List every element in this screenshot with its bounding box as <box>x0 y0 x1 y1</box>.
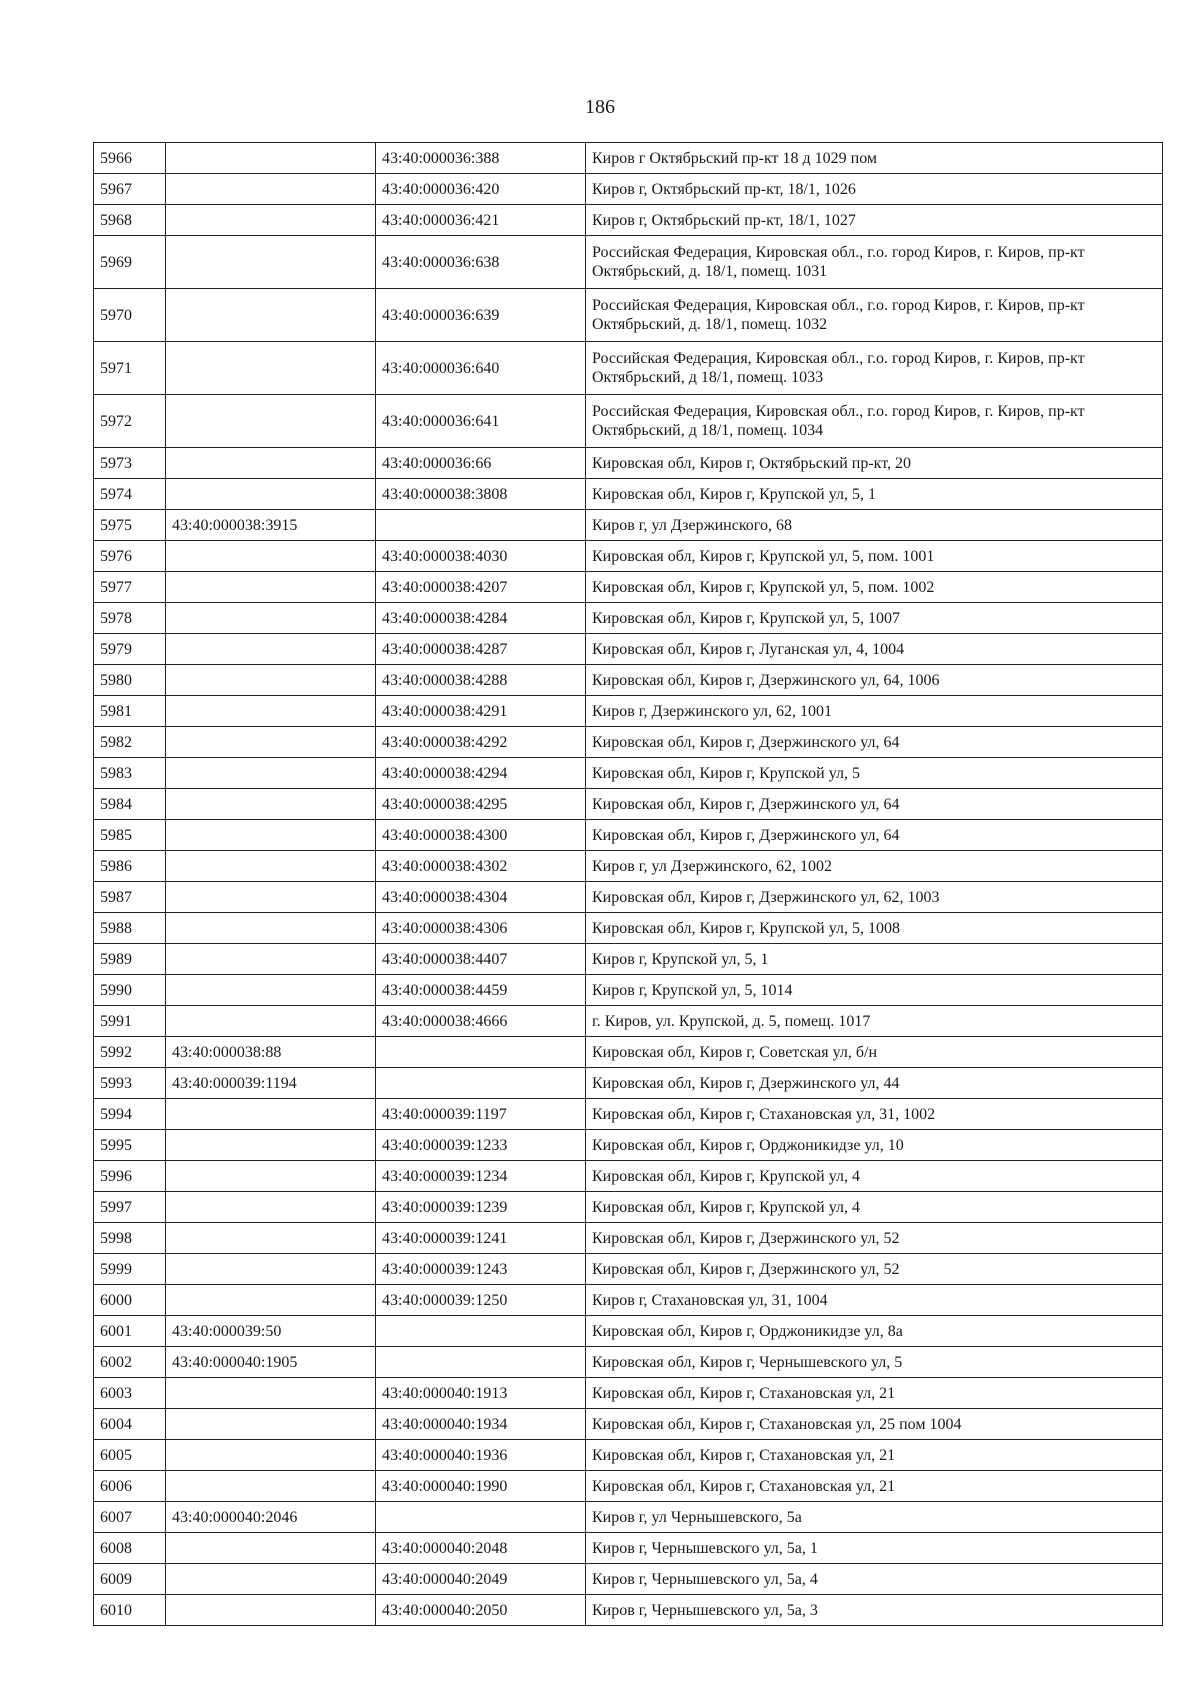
parcel-cadastral-number <box>166 882 376 913</box>
table-row <box>94 395 1163 448</box>
parcel-cadastral-number <box>166 1285 376 1316</box>
parcel-cadastral-number <box>166 541 376 572</box>
address-cell: Кировская обл, Киров г, Орджоникидзе ул, 10 <box>586 1130 1163 1161</box>
object-cadastral-number <box>376 510 586 541</box>
table-row <box>94 1099 1163 1130</box>
object-cadastral-number: 43:40:000040:1990 <box>376 1471 586 1502</box>
table-row <box>94 1440 1163 1471</box>
object-cadastral-number: 43:40:000038:4030 <box>376 541 586 572</box>
parcel-cadastral-number <box>166 944 376 975</box>
row-number: 5981 <box>94 696 166 727</box>
object-cadastral-number: 43:40:000036:421 <box>376 205 586 236</box>
address-cell: Кировская обл, Киров г, Крупской ул, 5, 1008 <box>586 913 1163 944</box>
address-cell: Киров г, ул Дзержинского, 62, 1002 <box>586 851 1163 882</box>
row-number: 5998 <box>94 1223 166 1254</box>
row-number: 6008 <box>94 1533 166 1564</box>
object-cadastral-number: 43:40:000040:2049 <box>376 1564 586 1595</box>
table-row <box>94 1471 1163 1502</box>
table-row <box>94 1533 1163 1564</box>
parcel-cadastral-number <box>166 696 376 727</box>
row-number: 5968 <box>94 205 166 236</box>
parcel-cadastral-number <box>166 913 376 944</box>
object-cadastral-number: 43:40:000038:4288 <box>376 665 586 696</box>
row-number: 6010 <box>94 1595 166 1626</box>
object-cadastral-number: 43:40:000039:1197 <box>376 1099 586 1130</box>
object-cadastral-number: 43:40:000039:1239 <box>376 1192 586 1223</box>
object-cadastral-number: 43:40:000038:4306 <box>376 913 586 944</box>
row-number: 5999 <box>94 1254 166 1285</box>
table-row <box>94 1564 1163 1595</box>
address-cell: Российская Федерация, Кировская обл., г.о. город Киров, г. Киров, пр-кт Октябрьский, д 18/1, помещ. 1033 <box>586 342 1163 395</box>
parcel-cadastral-number <box>166 174 376 205</box>
row-number: 5980 <box>94 665 166 696</box>
parcel-cadastral-number: 43:40:000040:2046 <box>166 1502 376 1533</box>
row-number: 5990 <box>94 975 166 1006</box>
address-cell: Российская Федерация, Кировская обл., г.о. город Киров, г. Киров, пр-кт Октябрьский, д. 18/1, помещ. 1032 <box>586 289 1163 342</box>
address-cell: Кировская обл, Киров г, Дзержинского ул, 62, 1003 <box>586 882 1163 913</box>
table-row <box>94 944 1163 975</box>
object-cadastral-number: 43:40:000040:1913 <box>376 1378 586 1409</box>
table-row <box>94 851 1163 882</box>
table-row <box>94 975 1163 1006</box>
table-row <box>94 1285 1163 1316</box>
parcel-cadastral-number <box>166 1533 376 1564</box>
parcel-cadastral-number <box>166 342 376 395</box>
address-cell: Кировская обл, Киров г, Крупской ул, 4 <box>586 1192 1163 1223</box>
row-number: 5992 <box>94 1037 166 1068</box>
parcel-cadastral-number <box>166 1471 376 1502</box>
address-cell: Киров г, Чернышевского ул, 5а, 1 <box>586 1533 1163 1564</box>
parcel-cadastral-number <box>166 205 376 236</box>
table-row <box>94 1409 1163 1440</box>
address-cell: Кировская обл, Киров г, Дзержинского ул, 64 <box>586 789 1163 820</box>
parcel-cadastral-number <box>166 1595 376 1626</box>
parcel-cadastral-number <box>166 1161 376 1192</box>
object-cadastral-number: 43:40:000036:66 <box>376 448 586 479</box>
parcel-cadastral-number <box>166 479 376 510</box>
object-cadastral-number: 43:40:000038:4291 <box>376 696 586 727</box>
parcel-cadastral-number <box>166 603 376 634</box>
object-cadastral-number: 43:40:000039:1250 <box>376 1285 586 1316</box>
parcel-cadastral-number <box>166 820 376 851</box>
row-number: 5967 <box>94 174 166 205</box>
address-cell: Кировская обл, Киров г, Дзержинского ул, 64, 1006 <box>586 665 1163 696</box>
address-cell: Кировская обл, Киров г, Октябрьский пр-кт, 20 <box>586 448 1163 479</box>
row-number: 5971 <box>94 342 166 395</box>
table-row <box>94 342 1163 395</box>
object-cadastral-number: 43:40:000040:2048 <box>376 1533 586 1564</box>
row-number: 5986 <box>94 851 166 882</box>
object-cadastral-number: 43:40:000036:388 <box>376 143 586 174</box>
address-cell: Кировская обл, Киров г, Крупской ул, 4 <box>586 1161 1163 1192</box>
table-row <box>94 205 1163 236</box>
table-row <box>94 289 1163 342</box>
parcel-cadastral-number <box>166 448 376 479</box>
row-number: 5997 <box>94 1192 166 1223</box>
address-cell: Кировская обл, Киров г, Дзержинского ул, 44 <box>586 1068 1163 1099</box>
table-row <box>94 1161 1163 1192</box>
address-cell: Кировская обл, Киров г, Луганская ул, 4, 1004 <box>586 634 1163 665</box>
table-row <box>94 634 1163 665</box>
parcel-cadastral-number <box>166 1440 376 1471</box>
row-number: 5994 <box>94 1099 166 1130</box>
object-cadastral-number: 43:40:000038:4666 <box>376 1006 586 1037</box>
object-cadastral-number: 43:40:000038:4407 <box>376 944 586 975</box>
parcel-cadastral-number <box>166 789 376 820</box>
table-row <box>94 1006 1163 1037</box>
row-number: 6007 <box>94 1502 166 1533</box>
address-cell: Кировская обл, Киров г, Крупской ул, 5, пом. 1002 <box>586 572 1163 603</box>
row-number: 5974 <box>94 479 166 510</box>
table-row <box>94 1378 1163 1409</box>
parcel-cadastral-number <box>166 143 376 174</box>
row-number: 6005 <box>94 1440 166 1471</box>
table-row <box>94 1595 1163 1626</box>
address-cell: Кировская обл, Киров г, Стахановская ул, 21 <box>586 1440 1163 1471</box>
parcel-cadastral-number <box>166 1006 376 1037</box>
row-number: 6001 <box>94 1316 166 1347</box>
table-row <box>94 1037 1163 1068</box>
object-cadastral-number: 43:40:000038:4304 <box>376 882 586 913</box>
object-cadastral-number: 43:40:000039:1243 <box>376 1254 586 1285</box>
address-cell: Киров г, Крупской ул, 5, 1 <box>586 944 1163 975</box>
parcel-cadastral-number <box>166 851 376 882</box>
object-cadastral-number <box>376 1502 586 1533</box>
row-number: 6009 <box>94 1564 166 1595</box>
row-number: 5982 <box>94 727 166 758</box>
object-cadastral-number: 43:40:000038:4302 <box>376 851 586 882</box>
row-number: 5993 <box>94 1068 166 1099</box>
table-row <box>94 882 1163 913</box>
table-row <box>94 758 1163 789</box>
parcel-cadastral-number <box>166 1564 376 1595</box>
parcel-cadastral-number <box>166 634 376 665</box>
parcel-cadastral-number <box>166 727 376 758</box>
object-cadastral-number <box>376 1347 586 1378</box>
object-cadastral-number: 43:40:000036:420 <box>376 174 586 205</box>
parcel-cadastral-number <box>166 1099 376 1130</box>
address-cell: Киров г, Октябрьский пр-кт, 18/1, 1027 <box>586 205 1163 236</box>
row-number: 5972 <box>94 395 166 448</box>
parcel-cadastral-number <box>166 1409 376 1440</box>
row-number: 5987 <box>94 882 166 913</box>
row-number: 5978 <box>94 603 166 634</box>
address-cell: Кировская обл, Киров г, Стахановская ул, 21 <box>586 1378 1163 1409</box>
parcel-cadastral-number <box>166 289 376 342</box>
object-cadastral-number: 43:40:000036:639 <box>376 289 586 342</box>
table-row <box>94 1254 1163 1285</box>
table-row <box>94 1316 1163 1347</box>
address-cell: Кировская обл, Киров г, Крупской ул, 5, 1 <box>586 479 1163 510</box>
object-cadastral-number: 43:40:000036:640 <box>376 342 586 395</box>
address-cell: Кировская обл, Киров г, Стахановская ул, 25 пом 1004 <box>586 1409 1163 1440</box>
address-cell: Кировская обл, Киров г, Крупской ул, 5, пом. 1001 <box>586 541 1163 572</box>
address-cell: Кировская обл, Киров г, Крупской ул, 5 <box>586 758 1163 789</box>
table-row <box>94 727 1163 758</box>
object-cadastral-number: 43:40:000038:4287 <box>376 634 586 665</box>
row-number: 5979 <box>94 634 166 665</box>
table-row <box>94 1223 1163 1254</box>
table-row <box>94 696 1163 727</box>
object-cadastral-number: 43:40:000039:1233 <box>376 1130 586 1161</box>
row-number: 5984 <box>94 789 166 820</box>
row-number: 5991 <box>94 1006 166 1037</box>
address-cell: Кировская обл, Киров г, Дзержинского ул, 64 <box>586 820 1163 851</box>
parcel-cadastral-number <box>166 758 376 789</box>
table-row <box>94 913 1163 944</box>
object-cadastral-number: 43:40:000036:638 <box>376 236 586 289</box>
row-number: 6006 <box>94 1471 166 1502</box>
table-row <box>94 1130 1163 1161</box>
parcel-cadastral-number <box>166 395 376 448</box>
object-cadastral-number: 43:40:000038:4284 <box>376 603 586 634</box>
table-row <box>94 1068 1163 1099</box>
object-cadastral-number: 43:40:000038:4459 <box>376 975 586 1006</box>
address-cell: Киров г, Дзержинского ул, 62, 1001 <box>586 696 1163 727</box>
page-number: 186 <box>585 96 615 118</box>
address-cell: Кировская обл, Киров г, Чернышевского ул, 5 <box>586 1347 1163 1378</box>
table-row <box>94 448 1163 479</box>
address-cell: Кировская обл, Киров г, Крупской ул, 5, 1007 <box>586 603 1163 634</box>
object-cadastral-number: 43:40:000040:1936 <box>376 1440 586 1471</box>
address-cell: Киров г, ул Дзержинского, 68 <box>586 510 1163 541</box>
row-number: 5977 <box>94 572 166 603</box>
object-cadastral-number: 43:40:000038:4294 <box>376 758 586 789</box>
row-number: 6002 <box>94 1347 166 1378</box>
address-cell: Кировская обл, Киров г, Советская ул, б/н <box>586 1037 1163 1068</box>
table-row <box>94 820 1163 851</box>
row-number: 5973 <box>94 448 166 479</box>
object-cadastral-number: 43:40:000038:4300 <box>376 820 586 851</box>
object-cadastral-number <box>376 1068 586 1099</box>
parcel-cadastral-number <box>166 236 376 289</box>
row-number: 5969 <box>94 236 166 289</box>
row-number: 5970 <box>94 289 166 342</box>
parcel-cadastral-number: 43:40:000039:50 <box>166 1316 376 1347</box>
row-number: 6004 <box>94 1409 166 1440</box>
object-cadastral-number <box>376 1037 586 1068</box>
parcel-cadastral-number <box>166 975 376 1006</box>
table-row <box>94 143 1163 174</box>
row-number: 5989 <box>94 944 166 975</box>
parcel-cadastral-number: 43:40:000039:1194 <box>166 1068 376 1099</box>
table-row <box>94 1502 1163 1533</box>
address-cell: Кировская обл, Киров г, Дзержинского ул, 64 <box>586 727 1163 758</box>
address-cell: Киров г, Крупской ул, 5, 1014 <box>586 975 1163 1006</box>
address-cell: Российская Федерация, Кировская обл., г.о. город Киров, г. Киров, пр-кт Октябрьский, д. 18/1, помещ. 1031 <box>586 236 1163 289</box>
table-row <box>94 603 1163 634</box>
table-row <box>94 174 1163 205</box>
address-cell: Российская Федерация, Кировская обл., г.о. город Киров, г. Киров, пр-кт Октябрьский, д 18/1, помещ. 1034 <box>586 395 1163 448</box>
parcel-cadastral-number <box>166 1130 376 1161</box>
table-row <box>94 665 1163 696</box>
row-number: 5996 <box>94 1161 166 1192</box>
address-cell: Кировская обл, Киров г, Дзержинского ул, 52 <box>586 1254 1163 1285</box>
object-cadastral-number: 43:40:000038:4292 <box>376 727 586 758</box>
object-cadastral-number: 43:40:000040:2050 <box>376 1595 586 1626</box>
parcel-cadastral-number <box>166 1223 376 1254</box>
table-row <box>94 572 1163 603</box>
table-row <box>94 789 1163 820</box>
parcel-cadastral-number <box>166 572 376 603</box>
address-cell: Киров г, Чернышевского ул, 5а, 4 <box>586 1564 1163 1595</box>
object-cadastral-number: 43:40:000038:4207 <box>376 572 586 603</box>
parcel-cadastral-number <box>166 1378 376 1409</box>
address-cell: Кировская обл, Киров г, Стахановская ул, 31, 1002 <box>586 1099 1163 1130</box>
table-row <box>94 479 1163 510</box>
row-number: 5983 <box>94 758 166 789</box>
address-cell: Киров г Октябрьский пр-кт 18 д 1029 пом <box>586 143 1163 174</box>
address-cell: Кировская обл, Киров г, Стахановская ул, 21 <box>586 1471 1163 1502</box>
table-body <box>94 143 1163 1626</box>
parcel-cadastral-number <box>166 1192 376 1223</box>
row-number: 5976 <box>94 541 166 572</box>
address-cell: Киров г, Стахановская ул, 31, 1004 <box>586 1285 1163 1316</box>
address-cell: Киров г, Октябрьский пр-кт, 18/1, 1026 <box>586 174 1163 205</box>
object-cadastral-number: 43:40:000036:641 <box>376 395 586 448</box>
table-row <box>94 510 1163 541</box>
property-table <box>93 142 1163 1626</box>
parcel-cadastral-number: 43:40:000038:3915 <box>166 510 376 541</box>
address-cell: Киров г, ул Чернышевского, 5а <box>586 1502 1163 1533</box>
object-cadastral-number <box>376 1316 586 1347</box>
table-row <box>94 541 1163 572</box>
row-number: 5988 <box>94 913 166 944</box>
object-cadastral-number: 43:40:000038:4295 <box>376 789 586 820</box>
parcel-cadastral-number: 43:40:000038:88 <box>166 1037 376 1068</box>
table-row <box>94 1192 1163 1223</box>
address-cell: Кировская обл, Киров г, Орджоникидзе ул, 8а <box>586 1316 1163 1347</box>
object-cadastral-number: 43:40:000039:1241 <box>376 1223 586 1254</box>
row-number: 6003 <box>94 1378 166 1409</box>
table-row <box>94 236 1163 289</box>
object-cadastral-number: 43:40:000039:1234 <box>376 1161 586 1192</box>
row-number: 5995 <box>94 1130 166 1161</box>
object-cadastral-number: 43:40:000038:3808 <box>376 479 586 510</box>
row-number: 5966 <box>94 143 166 174</box>
object-cadastral-number: 43:40:000040:1934 <box>376 1409 586 1440</box>
parcel-cadastral-number: 43:40:000040:1905 <box>166 1347 376 1378</box>
row-number: 5975 <box>94 510 166 541</box>
parcel-cadastral-number <box>166 665 376 696</box>
address-cell: Кировская обл, Киров г, Дзержинского ул, 52 <box>586 1223 1163 1254</box>
table-row <box>94 1347 1163 1378</box>
parcel-cadastral-number <box>166 1254 376 1285</box>
address-cell: г. Киров, ул. Крупской, д. 5, помещ. 1017 <box>586 1006 1163 1037</box>
address-cell: Киров г, Чернышевского ул, 5а, 3 <box>586 1595 1163 1626</box>
row-number: 6000 <box>94 1285 166 1316</box>
row-number: 5985 <box>94 820 166 851</box>
